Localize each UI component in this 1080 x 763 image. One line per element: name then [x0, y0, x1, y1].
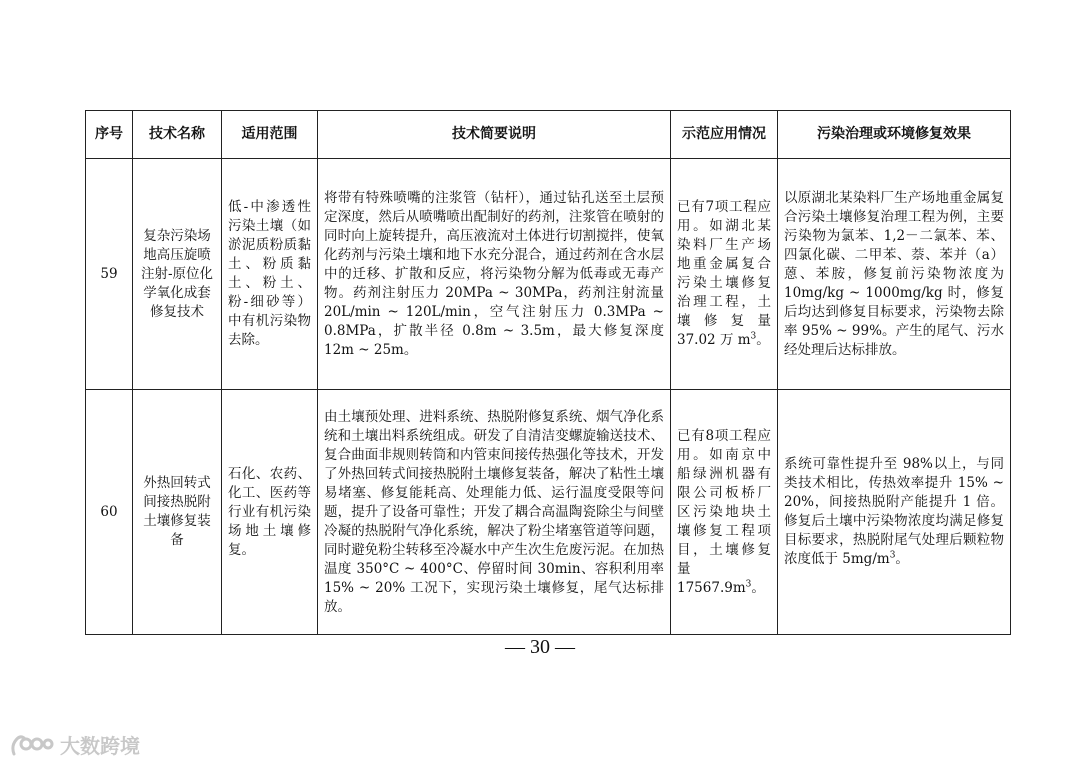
cell-effect — [778, 390, 1011, 635]
demo-text: 已有8项工程应用。如南京中船绿洲机器有限公司板桥厂区污染地块土壤修复工程项目，土壤修复量 17567.9m — [677, 427, 771, 596]
cell-scope: 石化、农药、化工、医药等行业有机污染场地土壤修复。 — [222, 390, 318, 635]
cell-name: 外热回转式间接热脱附土壤修复装备 — [133, 390, 222, 635]
table-row — [86, 159, 1011, 390]
watermark — [10, 730, 140, 759]
cell-no: 60 — [86, 390, 133, 635]
demo-superscript: 3 — [745, 579, 752, 589]
effect-superscript: 3 — [889, 550, 896, 561]
cell-scope: 低-中渗透性污染土壤（如淤泥质粉质黏土、粉质黏土、粉土、粉-细砂等）中有机污染物去除。 — [222, 159, 318, 390]
cell-effect: 以原湖北某染料厂生产场地重金属复合污染土壤修复治理工程为例，主要污染物为氯苯、1,2－二氯苯、苯、四氯化碳、二甲苯、萘、苯并（a）蒽、苯胺，修复前污染物浓度为 10mg/kg ~ 1000mg/kg 时，修复后均达到修复目标要求，污染物去除率 95% ~ 99%。产生的尾气、污水经处理后达标排放。 — [778, 159, 1011, 390]
demo-end: 。 — [751, 579, 765, 596]
demo-superscript: 3 — [750, 331, 757, 342]
effect-text: 系统可靠性提升至 98%以上，与同类技术相比，传热效率提升 15% ~ 20%，间接热脱附产能提升 1 倍。修复后土壤中污染物浓度均满足修复目标要求，热脱附尾气处理后颗粒物浓度低于 5mg/m — [784, 456, 1004, 567]
header-scope: 适用范围 — [222, 111, 318, 159]
cell-description: 由土壤预处理、进料系统、热脱附修复系统、烟气净化系统和土壤出料系统组成。研发了自清洁变螺旋输送技术、复合曲面非规则转筒和内管束间接传热强化等技术，开发了外热回转式间接热脱附土壤修复装备，解决了粘性土壤易堵塞、修复能耗高、处理能力低、运行温度受限等问题，提升了设备可靠性；开发了耦合高温陶瓷除尘与间壁冷凝的热脱附气净化系统，解决了粉尘堵塞管道等问题，同时避免粉尘转移至冷凝水中产生次生危废污泥。在加热温度 350°C ~ 400°C、停留时间 30min、容积利用率 15% ~ 20% 工况下，实现污染土壤修复，尾气达标排放。 — [318, 390, 671, 635]
page-number: — 30 — — [505, 636, 575, 658]
demo-end: 。 — [756, 332, 770, 348]
header-effect: 污染治理或环境修复效果 — [778, 111, 1011, 159]
table-header-row — [86, 111, 1011, 159]
cell-demo — [671, 390, 778, 635]
cell-name: 复杂污染场地高压旋喷注射-原位化学氧化成套修复技术 — [133, 159, 222, 390]
bubble-logo-icon — [10, 732, 54, 758]
header-no: 序号 — [86, 111, 133, 159]
cell-no: 59 — [86, 159, 133, 390]
watermark-text: 大数跨境 — [60, 734, 140, 758]
header-description: 技术简要说明 — [318, 111, 671, 159]
technology-table — [85, 110, 1011, 635]
cell-demo — [671, 159, 778, 390]
table-row — [86, 390, 1011, 635]
cell-description: 将带有特殊喷嘴的注浆管（钻杆），通过钻孔送至土层预定深度，然后从喷嘴喷出配制好的药剂，注浆管在喷射的同时向上旋转提升，高压液流对土体进行切割搅拌，使氧化药剂与污染土壤和地下水充分混合，通过药剂在含水层中的迁移、扩散和反应，将污染物分解为低毒或无毒产物。药剂注射压力 20MPa ~ 30MPa，药剂注射流量 20L/min ~ 120L/min，空气注射压力 0.3MPa ~ 0.8MPa，扩散半径 0.8m ~ 3.5m，最大修复深度 12m ~ 25m。 — [318, 159, 671, 390]
demo-text: 已有7项工程应用。如湖北某染料厂生产场地重金属复合污染土壤修复治理工程，土壤修复量 37.02 万 m — [677, 199, 771, 348]
header-demo: 示范应用情况 — [671, 111, 778, 159]
effect-end: 。 — [895, 551, 909, 567]
header-name: 技术名称 — [133, 111, 222, 159]
